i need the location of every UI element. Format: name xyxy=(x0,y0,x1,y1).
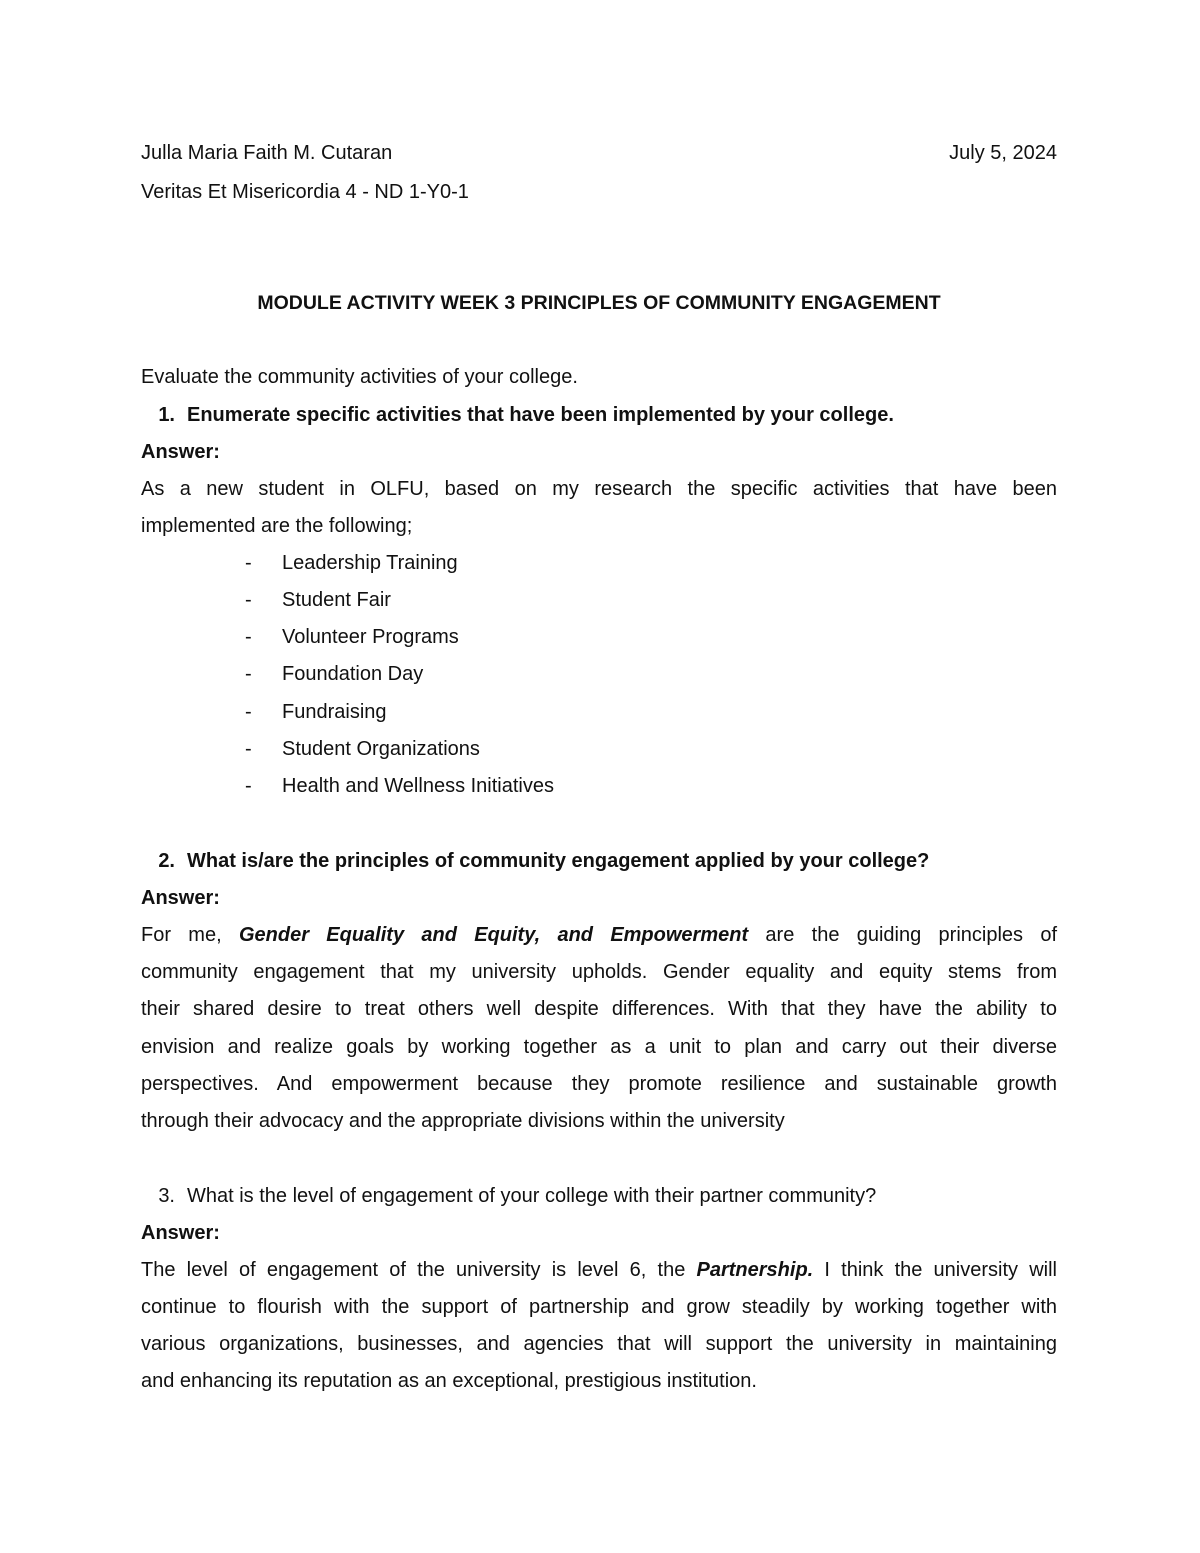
bullet-dash: - xyxy=(245,552,252,574)
bullet-dash: - xyxy=(245,701,252,723)
list-item-label: Student Organizations xyxy=(282,738,480,760)
document-title: MODULE ACTIVITY WEEK 3 PRINCIPLES OF COMMUNITY ENGAGEMENT xyxy=(257,292,941,314)
answer-3-emphasis: Partnership. xyxy=(696,1259,814,1281)
answer-2-line-2: community engagement that my university upholds. Gender equality and equity stems from xyxy=(141,961,1057,983)
list-item xyxy=(245,582,391,619)
intro-text: Evaluate the community activities of your college. xyxy=(141,366,578,388)
answer-2-emphasis: Gender Equality and Equity, and Empowerment xyxy=(238,924,749,946)
answer-3-prefix: The level of engagement of the university is level 6, the xyxy=(141,1259,697,1281)
list-item xyxy=(245,619,459,656)
question-2-text: What is/are the principles of community engagement applied by your college? xyxy=(187,850,930,872)
answer-3-line-2: continue to flourish with the support of partnership and grow steadily by working together with xyxy=(141,1296,1057,1318)
bullet-dash: - xyxy=(245,626,252,648)
answer-2-line-4: envision and realize goals by working together as a unit to plan and carry out their diverse xyxy=(141,1036,1057,1058)
list-item xyxy=(245,768,554,805)
bullet-dash: - xyxy=(245,775,252,797)
list-item xyxy=(245,545,458,582)
list-item-label: Volunteer Programs xyxy=(282,626,459,648)
answer-3-line-1 xyxy=(141,1252,1057,1289)
list-item-label: Fundraising xyxy=(282,701,387,723)
list-item-label: Health and Wellness Initiatives xyxy=(282,775,554,797)
answer-3-suffix: I think the university will xyxy=(813,1259,1057,1281)
question-1 xyxy=(141,397,1057,434)
bullet-dash: - xyxy=(245,738,252,760)
answer-1-line-1: As a new student in OLFU, based on my research the specific activities that have been xyxy=(141,478,1057,500)
answer-2-line-5: perspectives. And empowerment because they promote resilience and sustainable growth xyxy=(141,1073,1057,1095)
answer-2-suffix: are the guiding principles of xyxy=(748,924,1058,946)
question-3 xyxy=(141,1178,1057,1215)
answer-3-line-3: various organizations, businesses, and agencies that will support the university in maintaining xyxy=(141,1333,1057,1355)
document-date: July 5, 2024 xyxy=(949,142,1057,164)
student-name: Julla Maria Faith M. Cutaran xyxy=(141,142,393,164)
question-3-number: 3. xyxy=(158,1185,175,1207)
question-2 xyxy=(141,843,1057,880)
bullet-dash: - xyxy=(245,589,252,611)
question-2-number: 2. xyxy=(158,850,175,872)
list-item-label: Student Fair xyxy=(282,589,391,611)
question-1-text: Enumerate specific activities that have been implemented by your college. xyxy=(187,404,894,426)
answer-3-line-4: and enhancing its reputation as an exceptional, prestigious institution. xyxy=(141,1370,757,1392)
class-section: Veritas Et Misericordia 4 - ND 1-Y0-1 xyxy=(141,181,469,203)
answer-2-prefix: For me, xyxy=(141,924,239,946)
question-1-number: 1. xyxy=(158,404,175,426)
list-item xyxy=(245,731,480,768)
list-item-label: Leadership Training xyxy=(282,552,458,574)
list-item xyxy=(245,656,423,693)
bullet-dash: - xyxy=(245,663,252,685)
answer-3-label: Answer: xyxy=(141,1222,220,1244)
answer-2-label: Answer: xyxy=(141,887,220,909)
list-item xyxy=(245,694,387,731)
answer-1-line-2: implemented are the following; xyxy=(141,515,413,537)
question-3-text: What is the level of engagement of your college with their partner community? xyxy=(187,1185,877,1207)
list-item-label: Foundation Day xyxy=(282,663,424,685)
answer-2-line-1 xyxy=(141,917,1057,954)
answer-2-line-3: their shared desire to treat others well despite differences. With that they have the ability to xyxy=(141,998,1057,1020)
answer-2-line-6: through their advocacy and the appropriate divisions within the university xyxy=(141,1110,785,1132)
header-row xyxy=(141,135,1057,172)
answer-1-label: Answer: xyxy=(141,441,220,463)
